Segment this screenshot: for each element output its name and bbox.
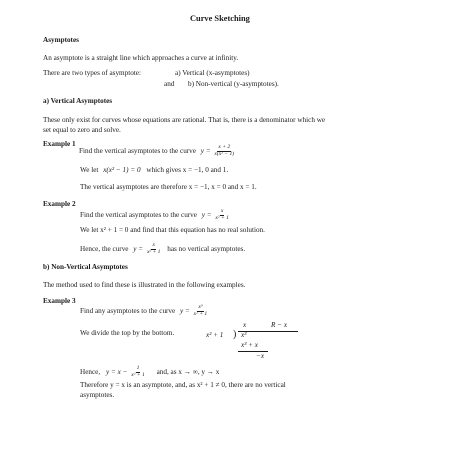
- division-quotient: x: [243, 321, 247, 329]
- example2-fraction: [214, 209, 230, 222]
- example2-concl-frac-den: x² + 1: [146, 248, 161, 255]
- example2-concl-lhs: y =: [133, 245, 144, 254]
- section-heading-vertical: a) Vertical Asymptotes: [43, 97, 113, 105]
- example3-therefore-line1: Therefore y = x is an asymptote, and, as x² + 1 ≠ 0, there are no vertical: [80, 381, 286, 389]
- example3-label: Example 3: [43, 297, 76, 305]
- example1-prompt-text: Find the vertical asymptotes to the curve: [79, 147, 196, 156]
- example3-therefore-line2: asymptotes.: [80, 391, 115, 399]
- example3-prompt: [80, 305, 209, 318]
- page-title: Curve Sketching: [190, 14, 250, 23]
- example3-hence-post: and, as x → ∞, y → x: [156, 368, 220, 377]
- example2-prompt-text: Find the vertical asymptotes to the curve: [80, 211, 197, 220]
- example2-concl-post: has no vertical asymptotes.: [167, 245, 246, 254]
- example2-lhs: y =: [201, 211, 212, 220]
- example1-conclusion: The vertical asymptotes are therefore x = −1, x = 0 and x = 1.: [80, 183, 257, 191]
- example1-step1-eq: x(x² − 1) = 0: [103, 166, 141, 174]
- example1-step1-pre: We let: [80, 166, 99, 174]
- example1-step1: [80, 167, 228, 174]
- example3-prompt-text: Find any asymptotes to the curve: [80, 307, 176, 316]
- example3-hence-frac-num: 1: [136, 365, 140, 371]
- division-bar: [238, 331, 298, 332]
- example3-divide-text: We divide the top by the bottom.: [80, 329, 175, 337]
- division-divisor: x² + 1: [206, 331, 224, 339]
- example1-label: Example 1: [43, 140, 76, 148]
- example2-concl-fraction: [146, 243, 162, 256]
- example3-hence-frac-den: x² + 1: [131, 371, 145, 378]
- example2-concl-frac-num: x: [152, 242, 155, 248]
- example3-hence: [80, 366, 219, 379]
- example1-fraction: [213, 145, 235, 158]
- example2-frac-den: x² + 1: [215, 214, 229, 221]
- asymptote-and: and: [164, 80, 175, 88]
- section-heading-asymptotes: Asymptotes: [43, 36, 79, 44]
- asymptote-types-intro: There are two types of asymptote:: [43, 69, 141, 77]
- example2-conclusion: [80, 243, 245, 256]
- vertical-description-line2: set equal to zero and solve.: [43, 126, 121, 134]
- example3-lhs: y =: [180, 307, 190, 316]
- example2-concl-pre: Hence, the curve: [80, 245, 129, 254]
- division-result: −x: [256, 352, 265, 360]
- division-dividend: x³: [241, 331, 247, 339]
- division-product: x³ + x: [241, 341, 258, 349]
- example1-lhs: y =: [200, 147, 211, 156]
- example2-prompt: [80, 209, 231, 222]
- vertical-description-line1: These only exist for curves whose equations are rational. That is, there is a denominator which we: [43, 116, 326, 124]
- example3-hence-eq: y = x −: [105, 368, 128, 377]
- example1-step1-post: which gives x = −1, 0 and 1.: [146, 166, 229, 174]
- example1-frac-den: x(x² − 1): [214, 150, 235, 157]
- asymptote-type-a: a) Vertical (x-asymptotes): [175, 69, 250, 77]
- example3-fraction: [193, 305, 209, 318]
- example3-frac-num: x³: [198, 304, 203, 310]
- asymptote-type-b: b) Non-vertical (y-asymptotes).: [188, 80, 279, 88]
- example2-frac-num: x: [220, 208, 224, 214]
- example1-frac-num: x + 2: [218, 144, 231, 150]
- asymptote-definition: An asymptote is a straight line which approaches a curve at infinity.: [43, 54, 239, 62]
- example1-prompt: [79, 145, 236, 158]
- nonvertical-description: The method used to find these is illustrated in the following examples.: [43, 281, 246, 289]
- example3-hence-fraction: [130, 366, 146, 379]
- example2-label: Example 2: [43, 200, 76, 208]
- example3-hence-pre: Hence,: [80, 368, 101, 377]
- section-heading-nonvertical: b) Non-Vertical Asymptotes: [43, 263, 128, 271]
- division-bracket: ): [233, 329, 237, 340]
- example2-step1: We let x² + 1 = 0 and find that this equation has no real solution.: [80, 226, 265, 234]
- example3-frac-den: x² + 1: [193, 310, 208, 317]
- division-remainder-label: R − x: [271, 321, 288, 329]
